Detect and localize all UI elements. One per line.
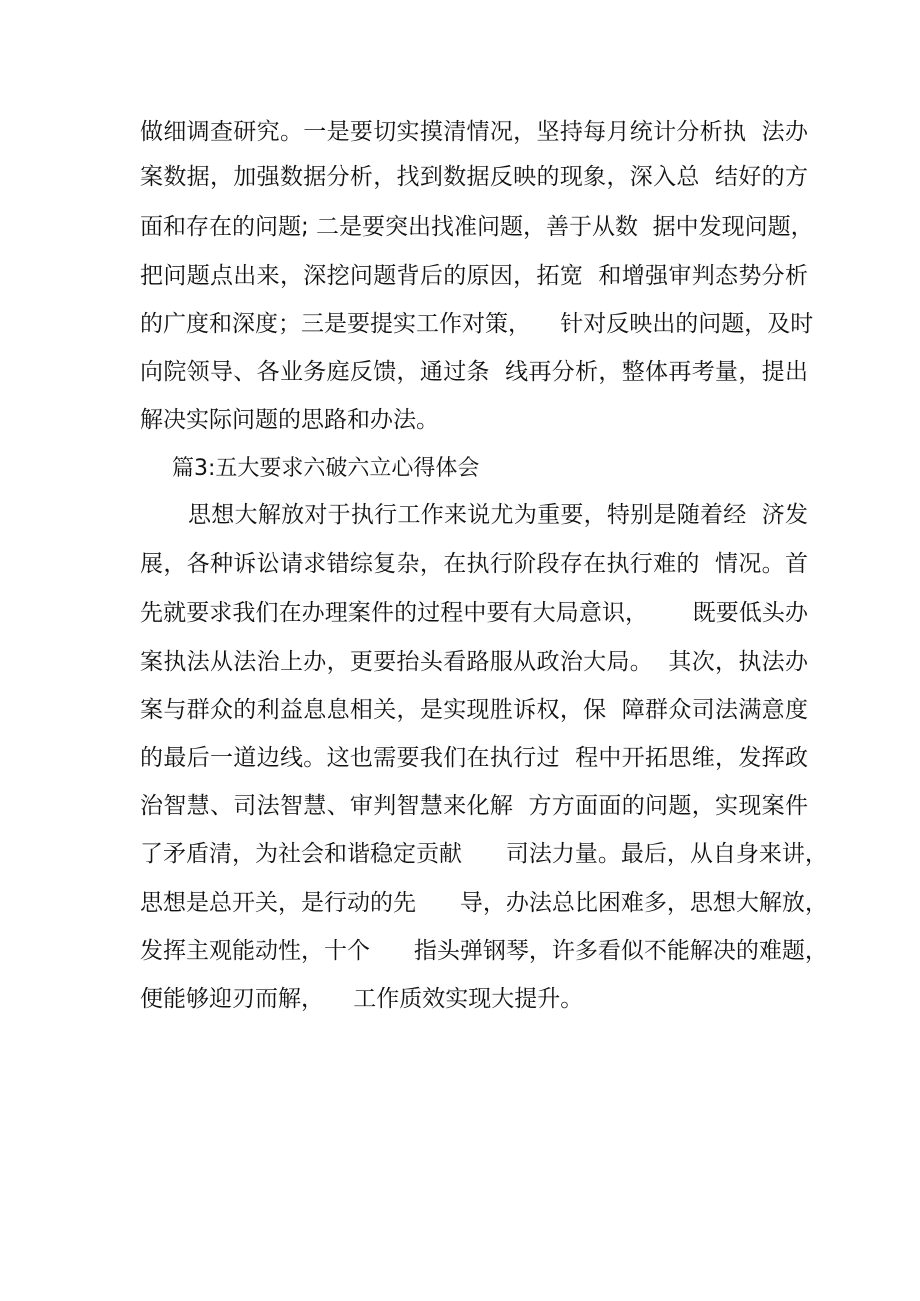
paragraph-2-line-10: 发挥主观能动性，十个 指头弹钢琴，许多看似不能解决的难题，	[140, 938, 828, 964]
paragraph-2-line-7: 治智慧、司法智慧、审判智慧来化解 方方面面的问题，实现案件	[140, 793, 808, 819]
paragraph-2-line-1: 思想大解放对于执行工作来说尤为重要，特别是随着经 济发	[188, 502, 808, 528]
paragraph-1-line-5: 的广度和深度；三是要提实工作对策， 针对反映出的问题，及时	[140, 311, 814, 337]
paragraph-2-line-11: 便能够迎刃而解， 工作质效实现大提升。	[140, 986, 584, 1012]
paragraph-2-line-4: 案执法从法治上办，更要抬头看路服从政治大局。 其次，执法办	[140, 649, 808, 675]
paragraph-1-line-6: 向院领导、各业务庭反馈，通过条 线再分析，整体再考量，提出	[140, 359, 808, 385]
paragraph-2-line-3: 先就要求我们在办理案件的过程中要有大局意识， 既要低头办	[140, 600, 808, 626]
paragraph-2-line-9: 思想是总开关，是行动的先 导，办法总比困难多，思想大解放，	[140, 890, 828, 916]
paragraph-2-line-2: 展，各种诉讼请求错综复杂，在执行阶段存在执行难的 情况。首	[140, 551, 808, 577]
paragraph-2-line-8: 了矛盾清，为社会和谐稳定贡献 司法力量。最后，从自身来讲，	[140, 841, 828, 867]
section-heading: 篇3:五大要求六破六立心得体会	[172, 456, 480, 481]
paragraph-1-line-4: 把问题点出来，深挖问题背后的原因，拓宽 和增强审判态势分析	[140, 263, 808, 289]
paragraph-1-line-3: 面和存在的问题; 二是要突出找准问题，善于从数 据中发现问题，	[140, 214, 814, 240]
paragraph-1-line-1: 做细调查研究。一是要切实摸清情况，坚持每月统计分析执 法办	[140, 119, 808, 145]
paragraph-1-line-7: 解决实际问题的思路和办法。	[140, 407, 439, 433]
paragraph-2-line-6: 的最后一道边线。这也需要我们在执行过 程中开拓思维，发挥政	[140, 745, 808, 771]
paragraph-1-line-2: 案数据，加强数据分析，找到数据反映的现象，深入总 结好的方	[140, 164, 808, 190]
paragraph-2-line-5: 案与群众的利益息息相关，是实现胜诉权，保 障群众司法满意度	[140, 697, 808, 723]
